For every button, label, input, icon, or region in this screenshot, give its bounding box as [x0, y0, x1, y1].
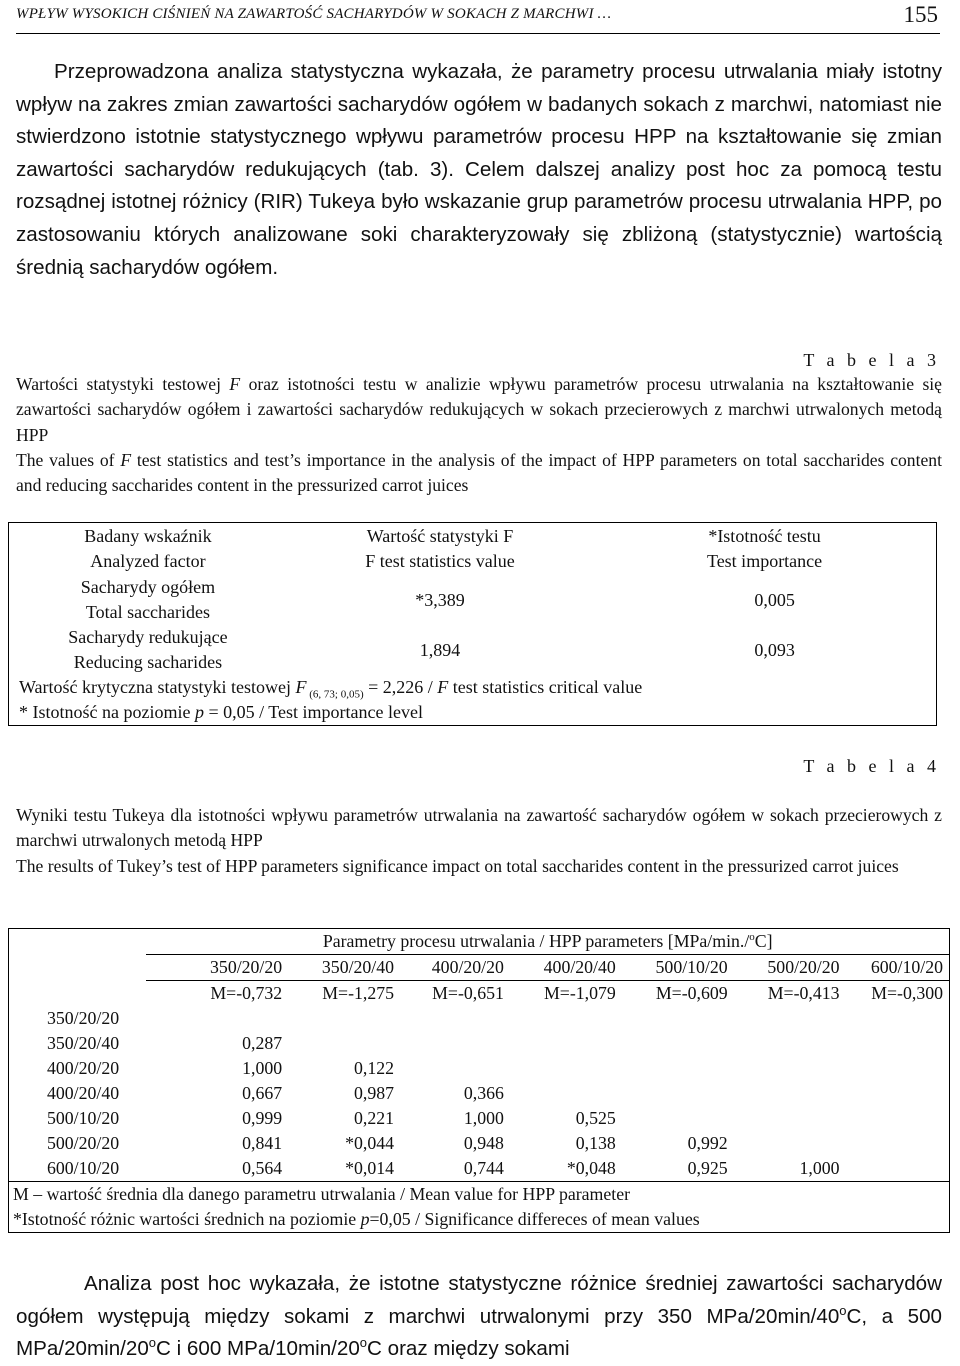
note-text: = 2,226 / [363, 677, 438, 697]
caption-symbol: F [229, 374, 241, 394]
empty-cell [846, 1031, 950, 1056]
column-mean: M=-1,275 [322, 983, 395, 1003]
header-rule [16, 33, 940, 34]
column-param: 400/20/20 [400, 955, 510, 981]
table4-caption-pl: Wyniki testu Tukeya dla istotności wpływu parametrów utrwalania na zawartość sacharydów ogółem w sokach przecierowych z marchwi utrwalonych metodą HPP [16, 805, 942, 851]
table3-label: T a b e l a 3 [803, 350, 940, 370]
row-label [9, 575, 287, 625]
note-symbol: F [295, 677, 307, 697]
table4-body [9, 1006, 950, 1182]
corner-cell [9, 929, 147, 955]
header-text: Wartość statystyki F [366, 526, 514, 546]
header-text: F test statistics value [365, 551, 515, 571]
column-mean: M=-0,300 [846, 981, 950, 1007]
empty-cell [846, 1131, 950, 1156]
table-row [9, 1081, 950, 1106]
running-header [16, 2, 940, 36]
degree-superscript: o [148, 1335, 157, 1351]
table4-caption-en: The results of Tukey’s test of HPP parameters significance impact on total saccharides content in the pressurized carrot juices [16, 855, 899, 876]
table4-param-row [9, 955, 950, 981]
column-mean: M=-0,732 [210, 983, 283, 1003]
header-text: Badany wskaźnik [84, 526, 212, 546]
table-row [9, 625, 937, 675]
tukey-p-value [734, 1106, 846, 1131]
column-mean: M=-0,413 [767, 983, 840, 1003]
table3-header-row [9, 523, 937, 576]
empty-cell [846, 1081, 950, 1106]
caption-text: The values of [16, 449, 121, 470]
note-text: test statistics critical value [448, 677, 643, 697]
tukey-p-value: 0,948 [463, 1133, 504, 1153]
caption-text: test statistics and test’s importance in the analysis of the impact of HPP parameters on total saccharides content and reducing saccharides content in the pressurized carrot juices [16, 449, 942, 496]
table4-footnote-row [9, 1182, 950, 1233]
row-label: 500/10/20 [9, 1106, 147, 1131]
group-header-text: Parametry procesu utrwalania / HPP parameters [MPa/min./ [322, 931, 750, 951]
caption-text: oraz istotności testu w analizie wpływu parametrów procesu utrwalania na kształtowanie się zawartości sacharydów ogółem i zawartości sacharydów redukujących w sokach przecierowych z marchwi utrwalonych metodą HPP [16, 374, 942, 445]
corner-cell [9, 955, 147, 981]
note-text: =0,05 / Significance differeces of mean values [369, 1209, 700, 1229]
tukey-p-value: 0,122 [354, 1058, 395, 1078]
table3-footnote-row [9, 675, 937, 726]
empty-cell [846, 1006, 950, 1031]
paragraph-text: C, a 500 MPa/20min/20 [16, 1304, 942, 1361]
tukey-p-value: 1,000 [463, 1108, 504, 1128]
note-text: *Istotność różnic wartości średnich na poziomie [13, 1209, 361, 1229]
tukey-p-value: 0,667 [242, 1083, 283, 1103]
tukey-p-value [734, 1081, 846, 1106]
critical-value-note [19, 675, 936, 700]
header-text: Test importance [706, 551, 823, 571]
p-value: 0,005 [593, 575, 936, 625]
row-label-pl: Sacharydy ogółem [80, 577, 216, 597]
header-cell-fvalue [287, 523, 593, 576]
tukey-p-value: 0,744 [463, 1158, 504, 1178]
row-label-en: Reducing sacharides [73, 652, 223, 672]
note-subscript: (6, 73; 0,05) [306, 688, 364, 701]
tukey-p-value [622, 1106, 734, 1131]
tukey-p-value [734, 1131, 846, 1156]
row-label-en: Total saccharides [85, 602, 211, 622]
note-symbol: p [194, 702, 204, 722]
paragraph-text: C i 600 MPa/10min/20 [156, 1337, 360, 1361]
degree-superscript: o [749, 931, 755, 944]
note-symbol: p [360, 1209, 370, 1229]
tukey-p-value: *0,014 [345, 1158, 395, 1178]
column-param: 350/20/40 [288, 955, 400, 981]
tukey-p-value: *0,044 [345, 1133, 395, 1153]
table4 [8, 928, 950, 1233]
row-label: 600/10/20 [9, 1156, 147, 1182]
note-text: = 0,05 / Test importance level [203, 702, 423, 722]
table-row [9, 1106, 950, 1131]
table3 [8, 522, 937, 726]
row-label: 400/20/40 [9, 1081, 147, 1106]
tukey-p-value: 0,366 [463, 1083, 504, 1103]
table3-caption [16, 372, 942, 498]
header-cell-importance [593, 523, 936, 576]
tukey-p-value [622, 1006, 734, 1031]
p-value: 0,093 [593, 625, 936, 675]
table4-label: T a b e l a 4 [803, 756, 940, 776]
degree-superscript: o [839, 1302, 847, 1318]
paragraph-text: C oraz między sokami [367, 1337, 570, 1361]
table-row [9, 575, 937, 625]
tukey-p-value [510, 1081, 622, 1106]
tukey-p-value: 0,564 [242, 1158, 283, 1178]
table-row [9, 1006, 950, 1031]
column-param: 600/10/20 [846, 955, 950, 981]
tukey-p-value [510, 1006, 622, 1031]
column-param: 500/20/20 [734, 955, 846, 981]
body-paragraph-2 [16, 1268, 942, 1366]
tukey-p-value [400, 1006, 510, 1031]
column-param: 500/10/20 [622, 955, 734, 981]
column-mean: M=-1,079 [544, 983, 616, 1003]
significance-note [13, 1207, 949, 1232]
table-row [9, 1031, 950, 1056]
table-row [9, 1156, 950, 1182]
row-label: 500/20/20 [9, 1131, 147, 1156]
tukey-p-value [622, 1081, 734, 1106]
tukey-p-value [288, 1006, 400, 1031]
table3-caption-pl [16, 372, 942, 448]
column-param: 400/20/40 [510, 955, 622, 981]
note-symbol: F [437, 677, 449, 697]
note-text: Wartość krytyczna statystyki testowej [19, 677, 296, 697]
caption-text: Wartości statystyki testowej [16, 374, 230, 394]
row-label [9, 625, 287, 675]
paragraph-text: Przeprowadzona analiza statystyczna wykazała, że parametry procesu utrwalania miały istotny wpływ na zakres zmian zawartości sacharydów ogółem w badanych sokach z marchwi, natomiast nie stwierdzono istotnie statystycznego wpływu parametrów procesu HPP na kształtowanie się zmian zawartości sacharydów redukujących (tab. 3). Celem dalszej analizy post hoc za pomocą testu rozsądnej istotnej różnicy (RIR) Tukeya było wskazanie grup parametrów procesu utrwalania HPP, po zastosowaniu których analizowane soki charakteryzowały się zbliżoną (statystycznie) wartością średnią sacharydów ogółem. [16, 60, 942, 279]
tukey-p-value [146, 1006, 288, 1031]
tukey-p-value: 1,000 [799, 1158, 840, 1178]
table4-mean-row [9, 981, 950, 1007]
header-cell-factor [9, 523, 287, 576]
tukey-p-value [400, 1056, 510, 1081]
header-text: *Istotność testu [708, 526, 821, 546]
f-value: *3,389 [415, 589, 465, 610]
significance-note [19, 700, 936, 725]
tukey-p-value [734, 1056, 846, 1081]
caption-symbol: F [120, 449, 132, 470]
table-row [9, 1056, 950, 1081]
mean-note: M – wartość średnia dla danego parametru utrwalania / Mean value for HPP parameter [13, 1184, 631, 1204]
row-label: 350/20/40 [9, 1031, 147, 1056]
note-text: * Istotność na poziomie [19, 702, 195, 722]
tukey-p-value: 0,221 [354, 1108, 395, 1128]
tukey-p-value [400, 1031, 510, 1056]
tukey-p-value: 0,287 [242, 1033, 283, 1053]
corner-cell [9, 981, 147, 1007]
row-label: 350/20/20 [9, 1006, 147, 1031]
column-mean: M=-0,651 [432, 983, 504, 1003]
tukey-p-value [622, 1056, 734, 1081]
page-number: 155 [903, 2, 938, 27]
header-text: Analyzed factor [90, 551, 206, 571]
tukey-p-value [734, 1031, 846, 1056]
row-label-pl: Sacharydy redukujące [68, 627, 228, 647]
tukey-p-value: 0,841 [242, 1133, 283, 1153]
tukey-p-value: 0,525 [575, 1108, 616, 1128]
table-row [9, 1131, 950, 1156]
table4-group-header-row [9, 929, 950, 955]
tukey-p-value: 0,925 [687, 1158, 728, 1178]
tukey-p-value [622, 1031, 734, 1056]
tukey-p-value [288, 1031, 400, 1056]
tukey-p-value: 0,992 [687, 1133, 728, 1153]
tukey-p-value [510, 1031, 622, 1056]
table3-footnotes [9, 675, 937, 726]
tukey-p-value [734, 1006, 846, 1031]
tukey-p-value: 1,000 [242, 1058, 283, 1078]
table4-caption [16, 803, 942, 879]
running-title: WPŁYW WYSOKICH CIŚNIEŃ NA ZAWARTOŚĆ SACHARYDÓW W SOKACH Z MARCHWI … [16, 6, 612, 22]
row-label: 400/20/20 [9, 1056, 147, 1081]
degree-superscript: o [359, 1335, 368, 1351]
tukey-p-value: 0,138 [575, 1133, 616, 1153]
table3-caption-en [16, 448, 942, 499]
body-paragraph [16, 56, 942, 284]
table4-footnotes [9, 1182, 950, 1233]
tukey-p-value: 0,987 [354, 1083, 395, 1103]
tukey-p-value [510, 1056, 622, 1081]
empty-cell [846, 1156, 950, 1182]
column-mean: M=-0,609 [655, 983, 728, 1003]
column-param: 350/20/20 [146, 955, 288, 981]
group-header-text: C] [754, 931, 773, 951]
empty-cell [846, 1056, 950, 1081]
paragraph-text: Analiza post hoc wykazała, że istotne statystyczne różnice średniej zawartości sacharydów ogółem występują między sokami z marchwi utrwalonymi przy 350 MPa/20min/40 [16, 1272, 942, 1328]
tukey-p-value: 0,999 [242, 1108, 283, 1128]
group-header [146, 929, 949, 955]
f-value: 1,894 [419, 639, 461, 660]
empty-cell [846, 1106, 950, 1131]
tukey-p-value: *0,048 [566, 1158, 616, 1178]
